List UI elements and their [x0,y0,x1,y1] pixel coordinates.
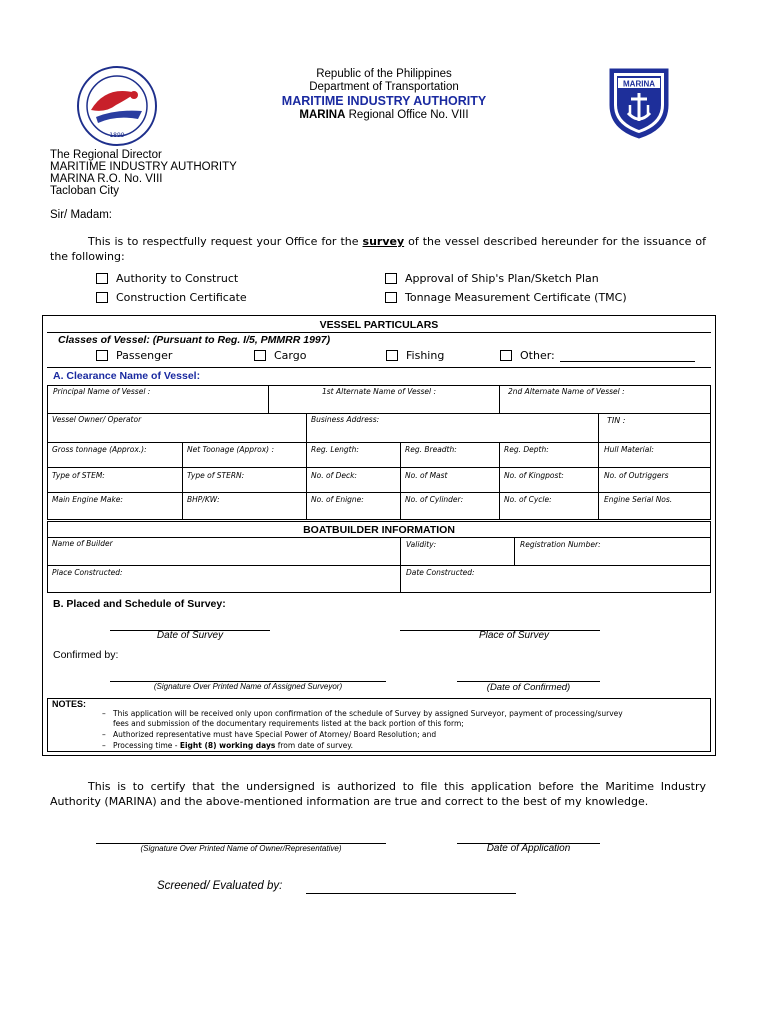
vessel-particulars-title: VESSEL PARTICULARS [319,319,439,331]
checkbox[interactable] [500,350,512,361]
serial-field[interactable]: Engine Serial Nos. [604,495,673,504]
option-label: Approval of Ship's Plan/Sketch Plan [405,272,599,285]
classes-of-vessel-label: Classes of Vessel: (Pursuant to Reg. I/5, PMMRR 1997) [58,334,331,346]
class-other[interactable] [500,349,555,362]
salutation: Sir/ Madam: [50,209,112,221]
class-label: Fishing [406,349,445,362]
class-label: Other: [520,349,555,362]
screened-label: Screened/ Evaluated by: [157,880,283,892]
checkbox[interactable] [386,350,398,361]
option-label: Construction Certificate [116,291,247,304]
reg-depth-field[interactable]: Reg. Depth: [504,445,549,454]
note-3-before: Processing time - [113,741,180,750]
boatbuilder-title: BOATBUILDER INFORMATION [303,524,455,536]
owner-signature-label: (Signature Over Printed Name of Owner/Representative) [140,844,342,853]
principal-name-field[interactable]: Principal Name of Vessel : [53,387,151,396]
note-bullet-2: – [102,730,106,739]
reg-length-field[interactable]: Reg. Length: [311,445,359,454]
note-bullet-1: – [102,709,106,718]
note-3 [113,741,353,751]
checkbox[interactable] [385,292,397,303]
checkbox[interactable] [96,350,108,361]
engine-make-field[interactable]: Main Engine Make: [52,495,123,504]
outriggers-field[interactable]: No. of Outriggers [604,471,669,480]
tin-field[interactable]: TIN : [607,416,626,425]
request-text-before: This is to respectfully request your Office for the [88,235,363,248]
header-office-rest: Regional Office No. VIII [345,109,469,121]
hull-material-field[interactable]: Hull Material: [604,445,654,454]
address-line-4: Tacloban City [50,185,120,197]
class-cargo[interactable] [254,349,306,362]
header-republic: Republic of the Philippines [316,68,452,80]
validity-field[interactable]: Validity: [406,540,437,549]
class-fishing[interactable] [386,349,444,362]
checkbox[interactable] [96,292,108,303]
svg-text:1899: 1899 [109,132,125,139]
note-1-line-b: fees and submission of the documentary requirements listed at the back portion of this form; [113,719,464,728]
request-keyword: survey [362,235,405,248]
owner-field[interactable]: Vessel Owner/ Operator [52,415,142,424]
class-passenger[interactable] [96,349,172,362]
confirmed-by-label: Confirmed by: [53,649,119,661]
bhp-field[interactable]: BHP/KW: [187,495,220,504]
stern-field[interactable]: Type of STERN: [187,471,245,480]
option-label: Tonnage Measurement Certificate (TMC) [405,291,627,304]
header-office-bold: MARINA [299,109,346,121]
registration-number-field[interactable]: Registration Number: [520,540,601,549]
certification-paragraph: This is to certify that the undersigned is authorized to file this application before the Maritime Industry Authority (MARINA) and the above-mentioned information are true and correct to the best of my knowledge. [50,780,706,808]
screened-signature-line[interactable] [306,893,516,894]
marina-shield-logo [606,65,672,141]
stem-field[interactable]: Type of STEM: [52,471,105,480]
date-application-label: Date of Application [486,843,571,854]
request-text-after: of the vessel described hereunder for the issuance of the following: [50,235,706,263]
place-survey-label: Place of Survey [478,630,550,641]
kingpost-field[interactable]: No. of Kingpost: [504,471,564,480]
builder-name-field[interactable]: Name of Builder [52,539,113,548]
note-2: Authorized representative must have Special Power of Atorney/ Board Resolution; and [113,730,437,739]
mast-field[interactable]: No. of Mast [405,471,448,480]
date-survey-label: Date of Survey [156,630,224,641]
request-paragraph [50,234,706,264]
business-address-field[interactable]: Business Address: [311,415,380,424]
section-b-title: B. Placed and Schedule of Survey: [53,598,226,610]
gross-tonnage-field[interactable]: Gross tonnage (Approx.): [52,445,147,454]
cycle-field[interactable]: No. of Cycle: [504,495,552,504]
notes-title: NOTES: [52,699,87,709]
section-a-title: A. Clearance Name of Vessel: [53,370,201,382]
checkbox[interactable] [254,350,266,361]
option-construction-certificate[interactable] [96,291,247,304]
option-approval-plan[interactable] [385,272,599,285]
note-bullet-3: – [102,741,106,750]
option-authority-to-construct[interactable] [96,272,238,285]
engine-count-field[interactable]: No. of Enigne: [311,495,364,504]
address-line-1: The Regional Director [50,149,162,161]
class-label: Passenger [116,349,173,362]
option-label: Authority to Construct [116,272,239,285]
alt2-name-field[interactable]: 2nd Alternate Name of Vessel : [508,387,625,396]
date-confirmed-label: (Date of Confirmed) [486,682,571,693]
other-input-line[interactable] [560,361,695,362]
option-tonnage-certificate[interactable] [385,291,627,304]
note-1-line-a: This application will be received only upon confirmation of the schedule of Survey by assigned Surveyor, payment of processing/survey [113,709,623,718]
date-constructed-field[interactable]: Date Constructed: [406,568,475,577]
note-3-bold: Eight (8) working days [179,741,276,750]
surveyor-signature-label: (Signature Over Printed Name of Assigned Surveyor) [153,682,343,691]
header-department: Department of Transportation [309,81,459,93]
address-line-3: MARINA R.O. No. VIII [50,173,163,185]
deck-field[interactable]: No. of Deck: [311,471,357,480]
checkbox[interactable] [385,273,397,284]
note-3-after: from date of survey. [275,741,354,750]
net-tonnage-field[interactable]: Net Toonage (Approx) : [187,445,275,454]
place-constructed-field[interactable]: Place Constructed: [52,568,123,577]
checkbox[interactable] [96,273,108,284]
cylinder-field[interactable]: No. of Cylinder: [405,495,464,504]
header-authority: MARITIME INDUSTRY AUTHORITY [281,94,487,108]
reg-breadth-field[interactable]: Reg. Breadth: [405,445,457,454]
address-line-2: MARITIME INDUSTRY AUTHORITY [50,161,237,173]
svg-text:MARINA: MARINA [623,79,655,89]
class-label: Cargo [274,349,307,362]
alt1-name-field[interactable]: 1st Alternate Name of Vessel : [322,387,436,396]
